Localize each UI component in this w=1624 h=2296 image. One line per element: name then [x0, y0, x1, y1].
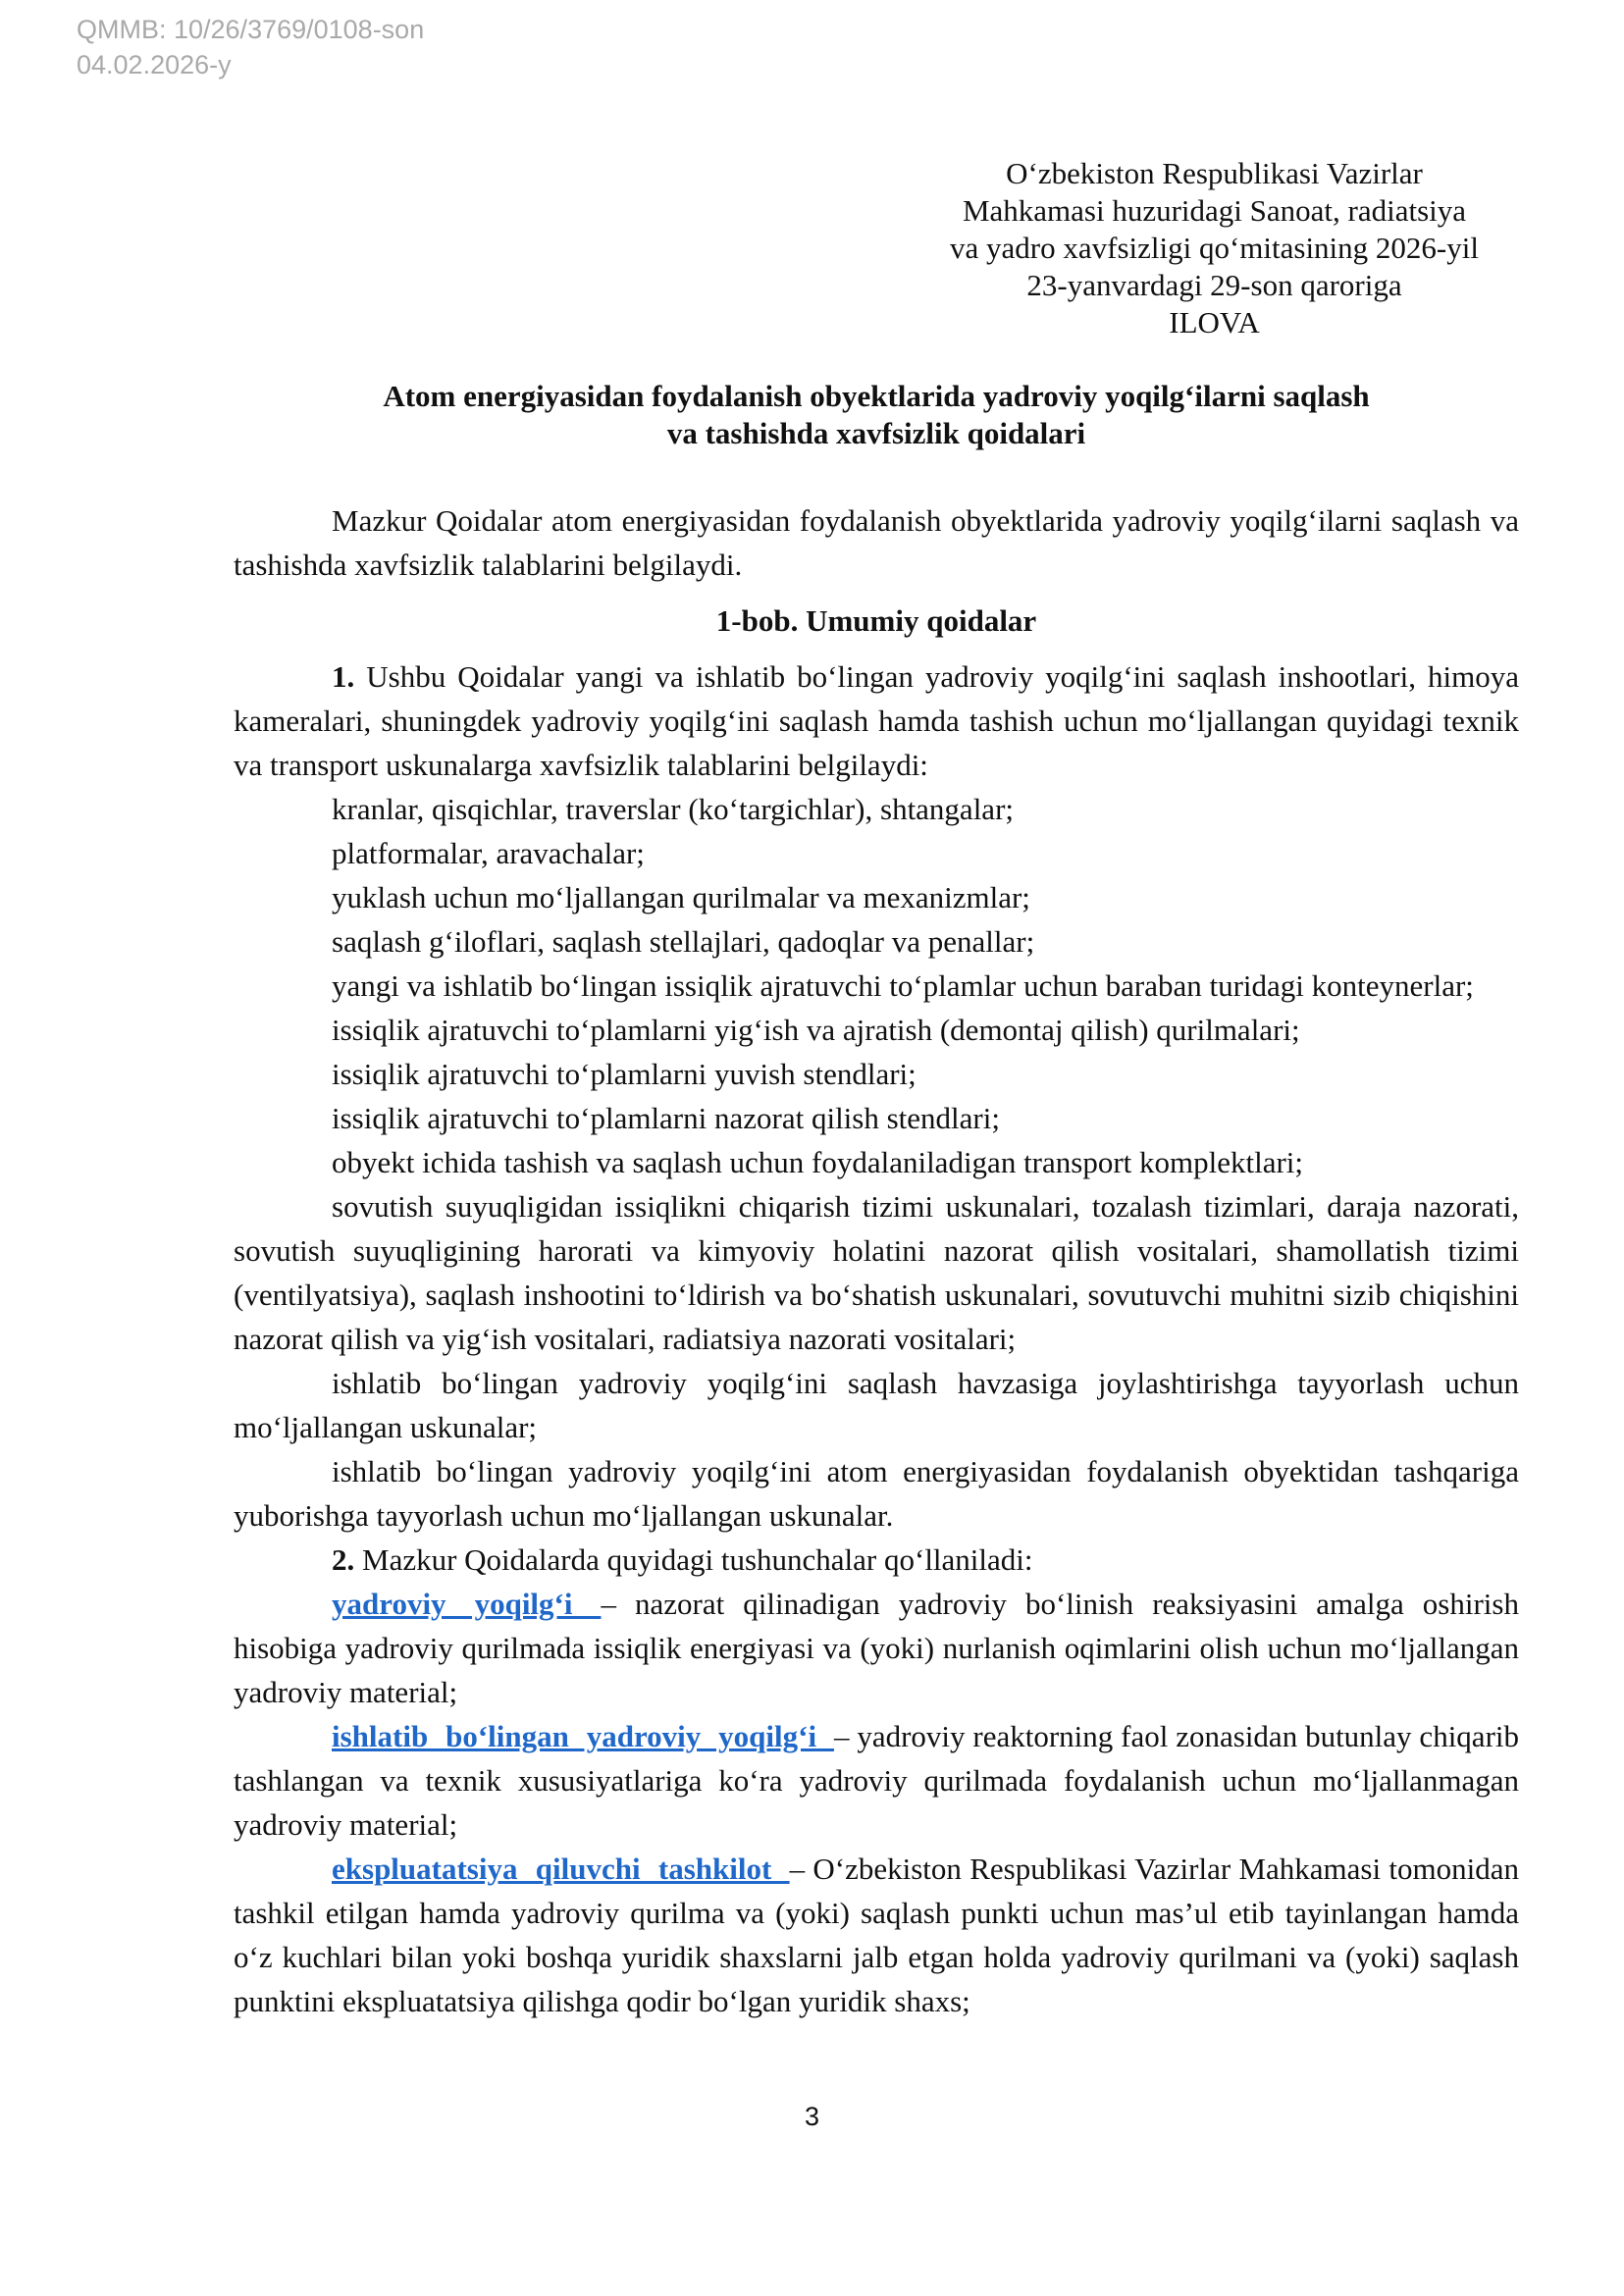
definition-paragraph [234, 1714, 1519, 1847]
definition-text: – O‘zbekiston Respublikasi Vazirlar Mahkamasi tomonidan tashkil etilgan hamda yadroviy qurilma va (yoki) saqlash punkti uchun mas’ul etib tayinlangan hamda o‘z kuchlari bilan yoki boshqa yuridik shaxslarni jalb etgan holda yadroviy qurilmani va (yoki) saqlash punktini ekspluatatsiya qilishga qodir bo‘lgan yuridik shaxs; [234, 1852, 1519, 2018]
registration-number: QMMB: 10/26/3769/0108-son [77, 15, 425, 44]
document-body [234, 498, 1519, 2023]
item-text: Mazkur Qoidalarda quyidagi tushunchalar qo‘llaniladi: [354, 1542, 1033, 1577]
approval-line: Mahkamasi huzuridagi Sanoat, radiatsiya [962, 193, 1467, 228]
definition-paragraph [234, 1847, 1519, 2023]
list-item: yangi va ishlatib bo‘lingan issiqlik ajratuvchi to‘plamlar uchun baraban turidagi konteynerlar; [332, 968, 1474, 1003]
list-item: saqlash g‘iloflari, saqlash stellajlari, qadoqlar va penallar; [332, 924, 1035, 959]
approval-line: va yadro xavfsizligi qo‘mitasining 2026-yil [950, 231, 1479, 265]
term-link-operating-organization[interactable]: ekspluatatsiya qiluvchi tashkilot [332, 1852, 790, 1886]
item-number: 1. [332, 659, 355, 694]
list-paragraph-pool: ishlatib bo‘lingan yadroviy yoqilg‘ini saqlash havzasiga joylashtirishga tayyorlash uchun mo‘ljallangan uskunalar; [234, 1366, 1519, 1444]
term-link-nuclear-fuel[interactable]: yadroviy yoqilg‘i [332, 1587, 602, 1621]
term-link-spent-nuclear-fuel[interactable]: ishlatib bo‘lingan yadroviy yoqilg‘i [332, 1719, 834, 1753]
list-item: kranlar, qisqichlar, traverslar (ko‘targichlar), shtangalar; [332, 792, 1015, 826]
item-number: 2. [332, 1542, 355, 1577]
definition-text: – yadroviy reaktorning faol zonasidan butunlay chiqarib tashlangan va texnik xususiyatlariga ko‘ra yadroviy qurilmada foydalanish uchun mo‘ljallanmagan yadroviy material; [234, 1719, 1520, 1842]
definition-text: – nazorat qilinadigan yadroviy bo‘linish reaksiyasini amalga oshirish hisobiga yadroviy qurilmada issiqlik energiyasi va (yoki) nurlanish oqimlarini olish uchun mo‘ljallangan yadroviy material; [234, 1587, 1519, 1709]
item-text: Ushbu Qoidalar yangi va ishlatib bo‘lingan yadroviy yoqilg‘ini saqlash inshootlari, himoya kameralari, shuningdek yadroviy yoqilg‘ini saqlash hamda tashish uchun mo‘ljallangan quyidagi texnik va transport uskunalarga xavfsizlik talablarini belgilaydi: [234, 659, 1519, 782]
definition-paragraph [234, 1582, 1519, 1714]
approval-line: 23-yanvardagi 29-son qaroriga [1026, 268, 1402, 302]
approval-line: O‘zbekiston Respublikasi Vazirlar [1006, 156, 1423, 190]
page-number: 3 [804, 2102, 820, 2131]
list-item: obyekt ichida tashish va saqlash uchun foydalaniladigan transport komplektlari; [332, 1145, 1304, 1179]
document-title [234, 378, 1519, 452]
list-item: issiqlik ajratuvchi to‘plamlarni yuvish stendlari; [332, 1057, 917, 1091]
intro-paragraph: Mazkur Qoidalar atom energiyasidan foydalanish obyektlarida yadroviy yoqilg‘ilarni saqlash va tashishda xavfsizlik talablarini belgilaydi. [234, 503, 1519, 582]
list-item: issiqlik ajratuvchi to‘plamlarni nazorat qilish stendlari; [332, 1101, 1000, 1135]
registration-date: 04.02.2026-y [77, 50, 232, 79]
registration-stamp [77, 12, 424, 82]
list-paragraph-cooling: sovutish suyuqligidan issiqlikni chiqarish tizimi uskunalari, tozalash tizimlari, daraja nazorati, sovutish suyuqligining harorati va kimyoviy holatini nazorat qilish vositalari, shamollatish tizimi (ventilyatsiya), saqlash inshootini to‘ldirish va bo‘shatish uskunalari, sovutuvchi muhitni sizib chiqishini nazorat qilish va yig‘ish vositalari, radiatsiya nazorati vositalari; [234, 1189, 1519, 1356]
list-paragraph-shipment: ishlatib bo‘lingan yadroviy yoqilg‘ini atom energiyasidan foydalanish obyektidan tashqariga yuborishga tayyorlash uchun mo‘ljallangan uskunalar. [234, 1454, 1519, 1533]
chapter-heading: 1-bob. Umumiy qoidalar [715, 603, 1037, 638]
item-2-paragraph [234, 1538, 1519, 1582]
title-line-1: Atom energiyasidan foydalanish obyektlarida yadroviy yoqilg‘ilarni saqlash [383, 379, 1370, 413]
approval-block [883, 155, 1545, 341]
title-line-2: va tashishda xavfsizlik qoidalari [666, 416, 1086, 450]
item-1-paragraph [234, 654, 1519, 787]
list-item: issiqlik ajratuvchi to‘plamlarni yig‘ish va ajratish (demontaj qilish) qurilmalari; [332, 1013, 1300, 1047]
annex-label: ILOVA [1169, 305, 1260, 339]
list-item: yuklash uchun mo‘ljallangan qurilmalar va mexanizmlar; [332, 880, 1030, 914]
list-item: platformalar, aravachalar; [332, 836, 645, 870]
